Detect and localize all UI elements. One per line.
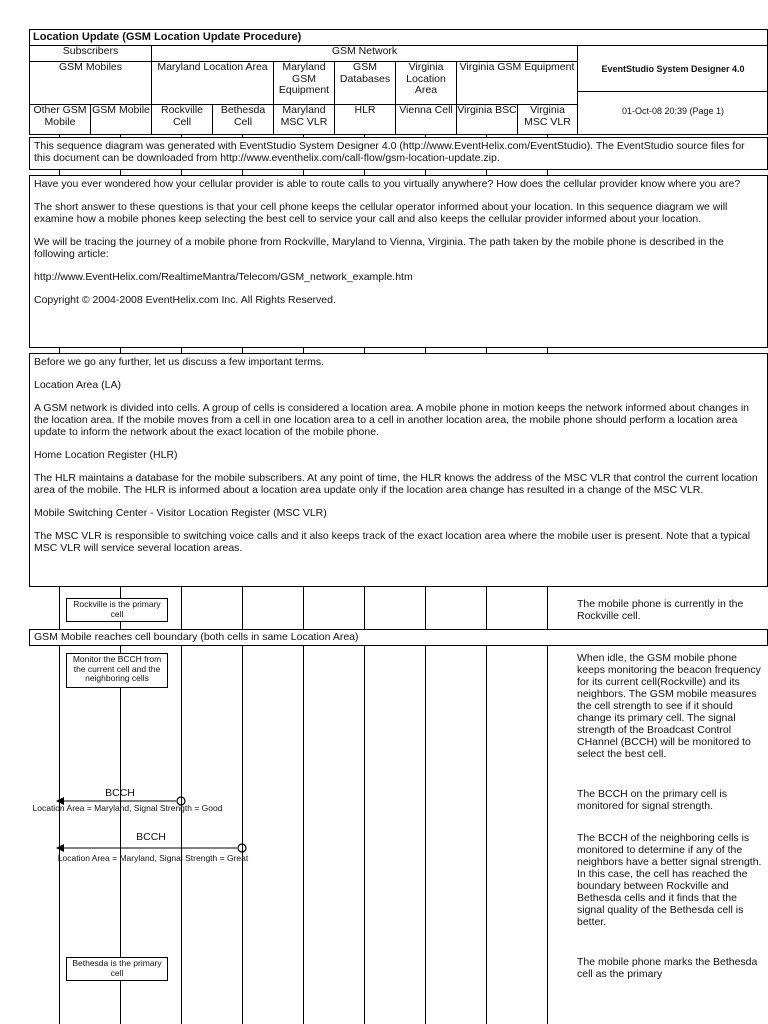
terms-paragraph: The HLR maintains a database for the mobile subscribers. At any point of time, the HLR knows the address of the MSC VLR that control the current location area of the mobile. The HLR is informed about a location area update only if the location area change has resulted in a change of the MSC VLR. xyxy=(34,472,758,496)
copyright: Copyright © 2004-2008 EventHelix.com Inc. All Rights Reserved. xyxy=(34,294,336,306)
header-maryland-la: Maryland Location Area xyxy=(151,61,273,104)
entity-rockville-cell: Rockville Cell xyxy=(151,104,212,135)
remark-primary-bcch: The BCCH on the primary cell is monitored for signal strength. xyxy=(577,788,727,812)
generated-note-text: This sequence diagram was generated with EventStudio System Designer 4.0 (http://www.EventHelix.com/EventStudio). The EventStudio source files for this document can be downloaded from http://www.eventhelix.com/call-flow/gsm-location-update.zip. xyxy=(34,140,745,164)
message-bcch-parameters: Location Area = Maryland, Signal Strength = Good xyxy=(32,803,223,813)
header-virginia-la: Virginia Location Area xyxy=(395,61,456,104)
entity-other-gsm-mobile: Other GSM Mobile xyxy=(29,104,90,135)
header-gsm-network: GSM Network xyxy=(151,45,577,61)
message-bcch-label: BCCH xyxy=(136,831,166,843)
remark-idle-monitoring: When idle, the GSM mobile phone keeps monitoring the beacon frequency for its current cell(Rockville) and its neighbors. The GSM mobile measures the cell strength to see if it should change its primary cell. The signal strength of the Broadcast Control CHannel (BCCH) will be monitored to select the best cell. xyxy=(577,652,761,760)
intro-paragraph: The short answer to these questions is that your cell phone keeps the cellular operator informed about your location. In this sequence diagram we will examine how a mobile phones keep selecting the best cell to service your call and also keeps the cellular provider informed about your location. xyxy=(34,201,728,225)
term-heading: Home Location Register (HLR) xyxy=(34,449,178,461)
message-bcch-parameters: Location Area = Maryland, Signal Strength = Great xyxy=(57,853,249,863)
terms-block xyxy=(29,353,768,587)
term-heading: Mobile Switching Center - Visitor Location Register (MSC VLR) xyxy=(34,507,327,519)
entity-vienna-cell: Vienna Cell xyxy=(395,104,456,135)
entity-bethesda-cell: Bethesda Cell xyxy=(212,104,273,135)
terms-paragraph: A GSM network is divided into cells. A group of cells is considered a location area. A mobile phone in motion keeps the network informed about changes in the location area. If the mobile moves from a cell in one location area to a cell in another location area, the mobile phone should perform a location area update to inform the network about the exact location of the mobile phone. xyxy=(34,402,749,438)
entity-maryland-msc-vlr: Maryland MSC VLR xyxy=(273,104,334,135)
document-title: Location Update (GSM Location Update Procedure) xyxy=(33,31,302,43)
intro-paragraph: We will be tracing the journey of a mobile phone from Rockville, Maryland to Vienna, Virginia. The path taken by the mobile phone is described in the following article: xyxy=(34,236,724,260)
entity-virginia-bsc: Virginia BSC xyxy=(456,104,517,135)
remark-neighbor-bcch: The BCCH of the neighboring cells is monitored to determine if any of the neighbors have a better signal strength. In this case, the cell has reached the boundary between Rockville and Bethesda cells and it finds that the signal quality of the Bethesda cell is better. xyxy=(577,832,762,928)
header-virginia-equipment: Virginia GSM Equipment xyxy=(456,61,577,104)
header-subscribers: Subscribers xyxy=(29,45,151,61)
action-box-rockville-primary: Rockville is the primary cell xyxy=(66,598,168,622)
intro-paragraph: Have you ever wondered how your cellular provider is able to route calls to you virtually anywhere? How does the cellular provider know where you are? xyxy=(34,178,741,190)
intro-block xyxy=(29,175,768,348)
header-gsm-databases: GSM Databases xyxy=(334,61,395,104)
term-heading: Location Area (LA) xyxy=(34,379,121,391)
entity-gsm-mobile: GSM Mobile xyxy=(90,104,151,135)
remark-current-cell: The mobile phone is currently in the Rockville cell. xyxy=(577,598,744,622)
page-date: 01-Oct-08 20:39 (Page 1) xyxy=(577,91,768,135)
designer-label: EventStudio System Designer 4.0 xyxy=(577,45,768,91)
message-bcch-label: BCCH xyxy=(105,787,135,799)
header-gsm-mobiles: GSM Mobiles xyxy=(29,61,151,104)
article-link[interactable]: http://www.EventHelix.com/RealtimeMantra/Telecom/GSM_network_example.htm xyxy=(34,271,413,283)
entity-hlr: HLR xyxy=(334,104,395,135)
terms-paragraph: The MSC VLR is responsible to switching voice calls and it also keeps track of the exact location area where the mobile user is present. Note that a typical MSC VLR will service several location areas. xyxy=(34,530,751,554)
action-box-bethesda-primary: Bethesda is the primary cell xyxy=(66,957,168,981)
terms-paragraph: Before we go any further, let us discuss a few important terms. xyxy=(34,356,325,368)
remark-bethesda-primary: The mobile phone marks the Bethesda cell as the primary xyxy=(577,956,758,980)
section-title: GSM Mobile reaches cell boundary (both cells in same Location Area) xyxy=(34,631,359,643)
section-cell-boundary xyxy=(29,629,768,646)
action-box-monitor-bcch: Monitor the BCCH from the current cell and the neighboring cells xyxy=(66,653,168,688)
generated-note-block xyxy=(29,137,768,170)
entity-virginia-msc-vlr: Virginia MSC VLR xyxy=(517,104,577,135)
header-maryland-equipment: Maryland GSM Equipment xyxy=(273,61,334,104)
